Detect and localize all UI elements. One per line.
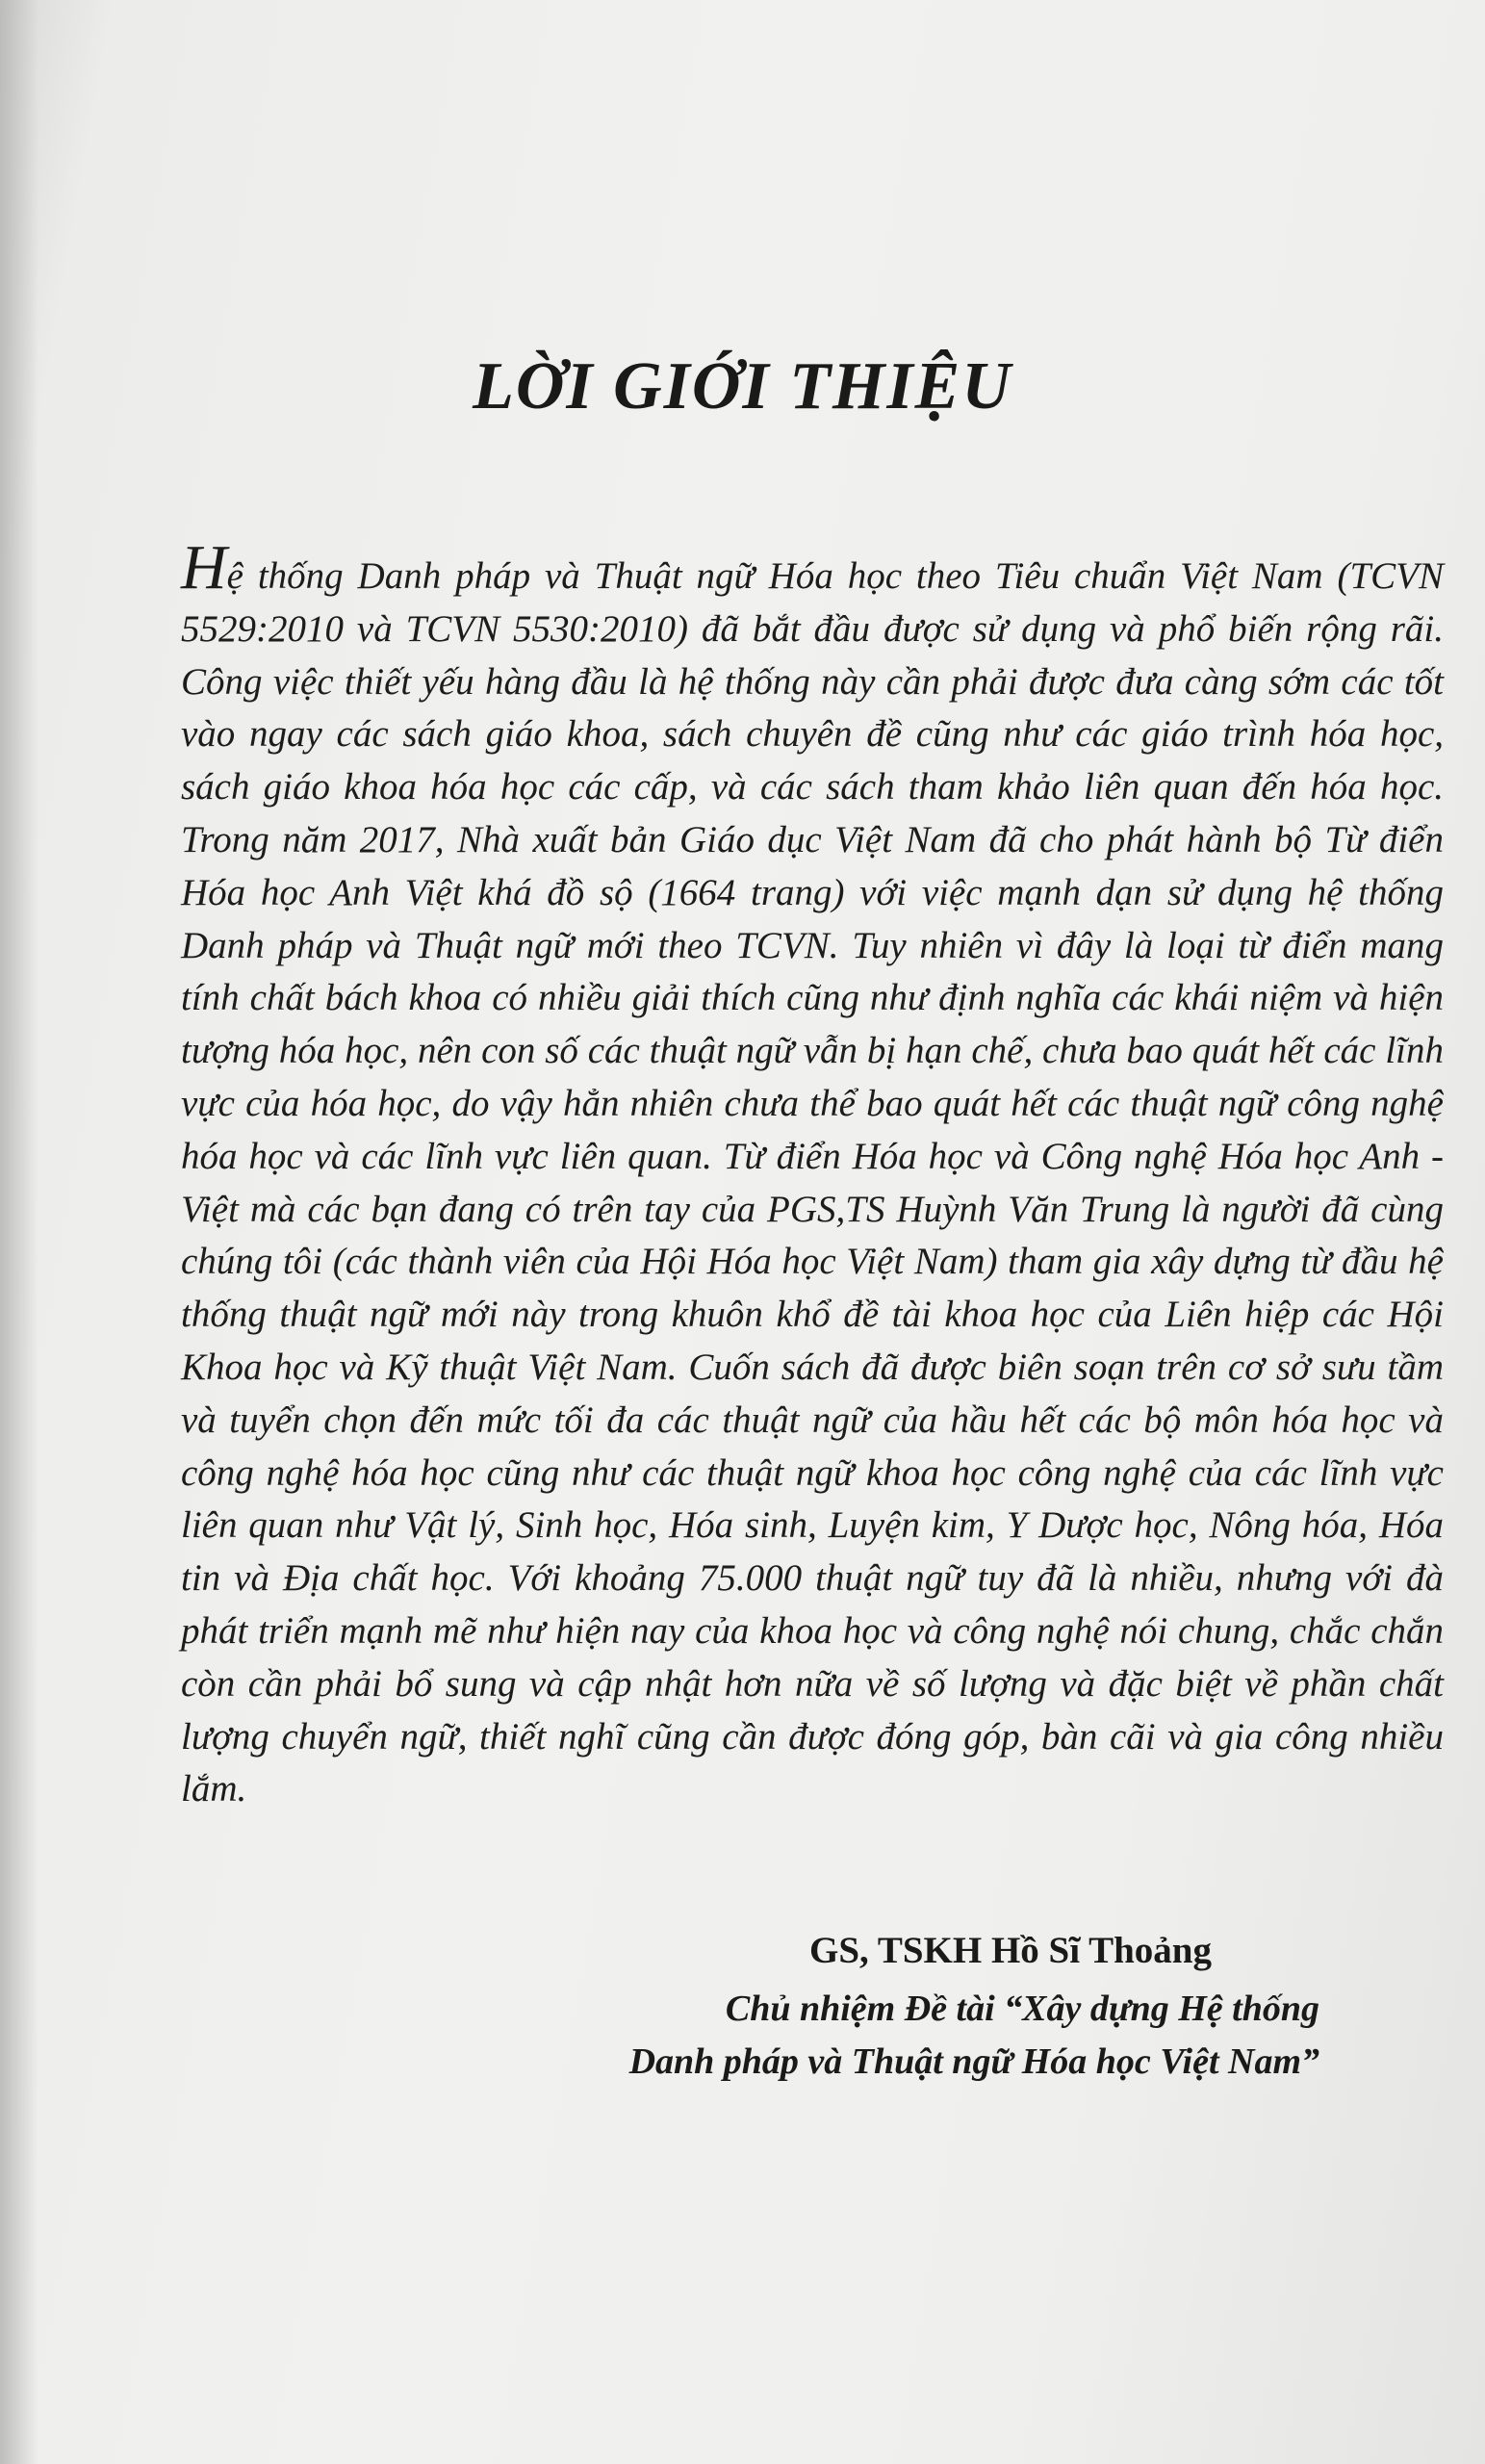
- signature-name: GS, TSKH Hồ Sĩ Thoảng: [809, 1930, 1212, 1971]
- signature-role-line-1: Chủ nhiệm Đề tài “Xây dựng Hệ thống: [725, 1989, 1319, 2029]
- page-title: LỜI GIỚI THIỆU: [473, 349, 1012, 424]
- signature-role: [629, 1983, 1319, 2089]
- signature-role-line-2: Danh pháp và Thuật ngữ Hóa học Việt Nam”: [628, 2041, 1319, 2082]
- introduction-paragraph: [181, 532, 1444, 1816]
- introduction-body: ệ thống Danh pháp và Thuật ngữ Hóa học theo Tiêu chuẩn Việt Nam (TCVN 5529:2010 và TCVN 5530:2010) đã bắt đầu được sử dụng và phổ biến rộng rãi. Công việc thiết yếu hàng đầu là hệ thống này cần phải được đưa càng sớm các tốt vào ngay các sách giáo khoa, sách chuyên đề cũng như các giáo trình hóa học, sách giáo khoa hóa học các cấp, và các sách tham khảo liên quan đến hóa học. Trong năm 2017, Nhà xuất bản Giáo dục Việt Nam đã cho phát hành bộ Từ điển Hóa học Anh Việt khá đồ sộ (1664 trang) với việc mạnh dạn sử dụng hệ thống Danh pháp và Thuật ngữ mới theo TCVN. Tuy nhiên vì đây là loại từ điển mang tính chất bách khoa có nhiều giải thích cũng như định nghĩa các khái niệm và hiện tượng hóa học, nên con số các thuật ngữ vẫn bị hạn chế, chưa bao quát hết các lĩnh vực của hóa học, do vậy hẳn nhiên chưa thể bao quát hết các thuật ngữ công nghệ hóa học và các lĩnh vực liên quan. Từ điển Hóa học và Công nghệ Hóa học Anh - Việt mà các bạn đang có trên tay của PGS,TS Huỳnh Văn Trung là người đã cùng chúng tôi (các thành viên của Hội Hóa học Việt Nam) tham gia xây dựng từ đầu hệ thống thuật ngữ mới này trong khuôn khổ đề tài khoa học của Liên hiệp các Hội Khoa học và Kỹ thuật Việt Nam. Cuốn sách đã được biên soạn trên cơ sở sưu tầm và tuyển chọn đến mức tối đa các thuật ngữ của hầu hết các bộ môn hóa học và công nghệ hóa học cũng như các thuật ngữ khoa học công nghệ của các lĩnh vực liên quan như Vật lý, Sinh học, Hóa sinh, Luyện kim, Y Dược học, Nông hóa, Hóa tin và Địa chất học. Với khoảng 75.000 thuật ngữ tuy đã là nhiều, nhưng với đà phát triển mạnh mẽ như hiện nay của khoa học và công nghệ nói chung, chắc chắn còn cần phải bổ sung và cập nhật hơn nữa về số lượng và đặc biệt về phần chất lượng chuyển ngữ, thiết nghĩ cũng cần được đóng góp, bàn cãi và gia công nhiều lắm.: [181, 555, 1444, 1810]
- dropcap-letter: H: [181, 532, 227, 603]
